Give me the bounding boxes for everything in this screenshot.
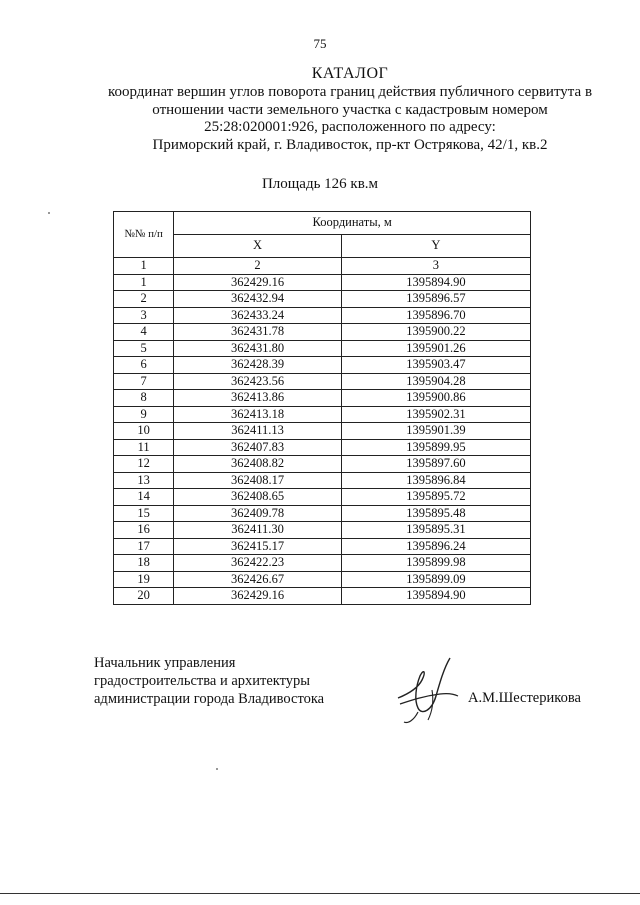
cell-x: 362432.94 <box>174 291 341 308</box>
cell-y: 1395904.28 <box>341 373 530 390</box>
cell-point-number: 8 <box>114 390 174 407</box>
signatory-name: А.М.Шестерикова <box>468 690 581 706</box>
cell-y: 1395899.09 <box>341 571 530 588</box>
cell-point-number: 1 <box>114 274 174 291</box>
table-row <box>114 340 531 357</box>
table-row <box>114 274 531 291</box>
table-row <box>114 439 531 456</box>
cell-point-number: 2 <box>114 291 174 308</box>
scan-edge-line <box>0 893 640 894</box>
cell-y: 1395895.48 <box>341 505 530 522</box>
cell-y: 1395894.90 <box>341 274 530 291</box>
table-row <box>114 307 531 324</box>
cell-point-number: 14 <box>114 489 174 506</box>
position-line-1: Начальник управления <box>94 655 236 671</box>
cell-x: 362428.39 <box>174 357 341 374</box>
cell-x: 362429.16 <box>174 588 341 605</box>
cell-x: 362413.86 <box>174 390 341 407</box>
cell-point-number: 11 <box>114 439 174 456</box>
cell-point-number: 20 <box>114 588 174 605</box>
column-number-3: 3 <box>341 258 530 275</box>
document-title: КАТАЛОГ <box>311 65 389 82</box>
cell-point-number: 7 <box>114 373 174 390</box>
header-x: X <box>174 235 341 258</box>
table-row <box>114 522 531 539</box>
cell-x: 362409.78 <box>174 505 341 522</box>
position-line-3: администрации города Владивостока <box>94 691 325 707</box>
table-row <box>114 357 531 374</box>
cell-x: 362415.17 <box>174 538 341 555</box>
coordinates-table <box>113 211 531 605</box>
signatory-position <box>94 654 324 708</box>
cell-point-number: 4 <box>114 324 174 341</box>
cell-point-number: 10 <box>114 423 174 440</box>
table-row <box>114 571 531 588</box>
cell-y: 1395899.98 <box>341 555 530 572</box>
table-row <box>114 555 531 572</box>
cell-x: 362408.82 <box>174 456 341 473</box>
cell-y: 1395895.72 <box>341 489 530 506</box>
document-header <box>60 64 640 154</box>
table-row <box>114 505 531 522</box>
scan-speck <box>48 212 50 214</box>
cell-x: 362422.23 <box>174 555 341 572</box>
position-line-2: градостроительства и архитектуры <box>94 673 311 689</box>
cell-point-number: 19 <box>114 571 174 588</box>
table-row <box>114 324 531 341</box>
table-row <box>114 472 531 489</box>
cell-y: 1395901.39 <box>341 423 530 440</box>
column-number-1: 1 <box>114 258 174 275</box>
page-number: 75 <box>313 36 327 51</box>
table-row <box>114 538 531 555</box>
handwritten-signature <box>388 650 468 730</box>
cell-point-number: 3 <box>114 307 174 324</box>
table-row <box>114 390 531 407</box>
cell-y: 1395896.57 <box>341 291 530 308</box>
cell-x: 362431.78 <box>174 324 341 341</box>
table-body <box>114 274 531 604</box>
subtitle-line-3: 25:28:020001:926, расположенного по адресу: <box>204 119 496 135</box>
cell-x: 362408.17 <box>174 472 341 489</box>
cell-x: 362407.83 <box>174 439 341 456</box>
table-row <box>114 588 531 605</box>
cell-y: 1395903.47 <box>341 357 530 374</box>
cell-x: 362431.80 <box>174 340 341 357</box>
cell-y: 1395897.60 <box>341 456 530 473</box>
subtitle-line-4: Приморский край, г. Владивосток, пр-кт Острякова, 42/1, кв.2 <box>152 136 548 153</box>
cell-y: 1395899.95 <box>341 439 530 456</box>
cell-point-number: 15 <box>114 505 174 522</box>
table-row <box>114 456 531 473</box>
scan-speck <box>216 768 218 770</box>
table-row <box>114 406 531 423</box>
cell-y: 1395896.70 <box>341 307 530 324</box>
cell-x: 362411.13 <box>174 423 341 440</box>
cell-point-number: 13 <box>114 472 174 489</box>
cell-y: 1395900.22 <box>341 324 530 341</box>
cell-x: 362423.56 <box>174 373 341 390</box>
cell-point-number: 6 <box>114 357 174 374</box>
header-y: Y <box>341 235 530 258</box>
area-label: Площадь 126 кв.м <box>261 176 379 192</box>
cell-point-number: 18 <box>114 555 174 572</box>
subtitle-line-1: координат вершин углов поворота границ действия публичного сервитута в <box>107 84 593 100</box>
table-row <box>114 489 531 506</box>
cell-y: 1395901.26 <box>341 340 530 357</box>
cell-y: 1395894.90 <box>341 588 530 605</box>
cell-point-number: 17 <box>114 538 174 555</box>
cell-y: 1395900.86 <box>341 390 530 407</box>
cell-point-number: 9 <box>114 406 174 423</box>
cell-point-number: 5 <box>114 340 174 357</box>
header-number: №№ п/п <box>114 212 174 258</box>
table-row <box>114 291 531 308</box>
cell-x: 362411.30 <box>174 522 341 539</box>
cell-x: 362413.18 <box>174 406 341 423</box>
cell-y: 1395896.24 <box>341 538 530 555</box>
table-row <box>114 423 531 440</box>
subtitle-line-2: отношении части земельного участка с кадастровым номером <box>152 101 548 118</box>
cell-point-number: 12 <box>114 456 174 473</box>
cell-x: 362408.65 <box>174 489 341 506</box>
cell-y: 1395896.84 <box>341 472 530 489</box>
table-row <box>114 373 531 390</box>
header-coordinates: Координаты, м <box>174 212 531 235</box>
cell-x: 362433.24 <box>174 307 341 324</box>
cell-point-number: 16 <box>114 522 174 539</box>
cell-y: 1395902.31 <box>341 406 530 423</box>
cell-x: 362426.67 <box>174 571 341 588</box>
cell-x: 362429.16 <box>174 274 341 291</box>
column-number-2: 2 <box>174 258 341 275</box>
cell-y: 1395895.31 <box>341 522 530 539</box>
